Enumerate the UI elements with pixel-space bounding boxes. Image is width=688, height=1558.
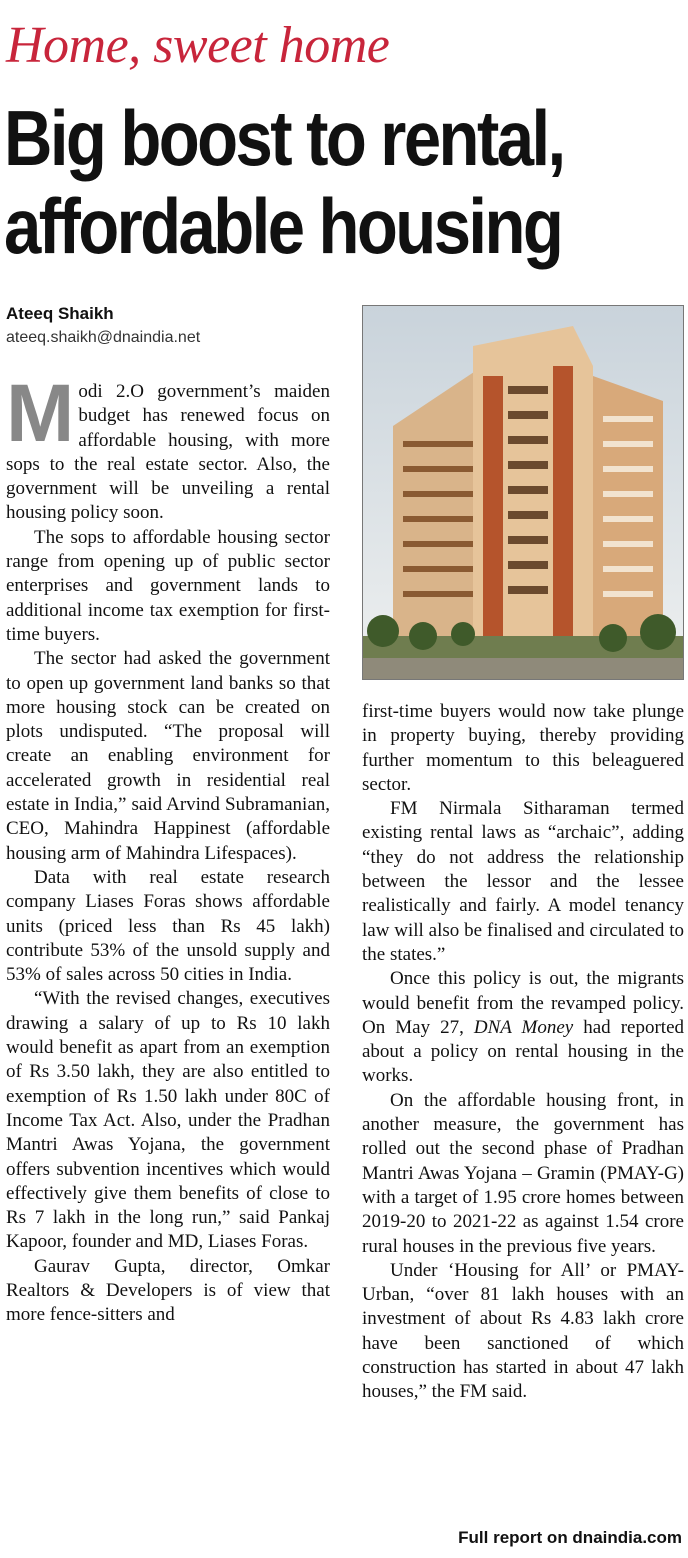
paragraph-r2: FM Nirmala Sitharaman termed existing rental laws as “archaic”, adding “they do not address the relationship between the lessor and the lessee realistically and fairly. A model tenancy law will also be finalised and circulated to the states.” — [362, 798, 684, 965]
headline-line-1: Big boost to rental, — [4, 94, 564, 182]
paragraph-r3 — [362, 967, 684, 1088]
paragraph-r3-end: had reported about a policy on rental housing in the works. — [362, 1016, 684, 1087]
paragraph-1 — [6, 368, 330, 526]
article-column-right — [362, 700, 684, 1405]
byline-author: Ateeq Shaikh — [6, 304, 114, 323]
section-kicker: Home, sweet home — [6, 17, 390, 74]
byline-email: ateeq.shaikh@dnaindia.net — [6, 329, 201, 346]
drop-cap: M — [6, 368, 75, 459]
paragraph-r3-text: Once this policy is out, the migrants would benefit from the revamped policy. On May 27, — [362, 968, 684, 1038]
headline-line-2: affordable housing — [4, 182, 562, 270]
paragraph-r5: Under ‘Housing for All’ or PMAY-Urban, “over 81 lakh houses with an investment of about Rs 4.83 lakh crore have been sanctioned of which construction has started in about 47 lakh houses,” the FM said. — [362, 1259, 684, 1403]
article-column-left — [6, 368, 330, 1328]
paragraph-1-text: odi 2.O government’s maiden budget has renewed focus on affordable housing, with more sops to the real estate sector. Also, the government will be unveiling a rental housing policy soon. — [6, 381, 330, 524]
full-report-link[interactable]: Full report on dnaindia.com — [458, 1528, 682, 1547]
paragraph-r1: first-time buyers would now take plunge in property buying, thereby providing further momentum to this beleaguered sector. — [362, 701, 684, 795]
paragraph-4: Data with real estate research company Liases Foras shows affordable units (priced less than Rs 45 lakh) contribute 53% of the unsold supply and 53% of sales across 50 cities in India. — [6, 866, 330, 986]
paragraph-r4: On the affordable housing front, in another measure, the government has rolled out the second phase of Pradhan Mantri Awas Yojana – Gramin (PMAY-G) with a target of 1.95 crore homes between 2019-20 to 2021-22 as against 1.54 crore rural houses in the previous five years. — [362, 1089, 684, 1257]
paragraph-2: The sops to affordable housing sector range from opening up of public sector enterprises and government lands to additional income tax exemption for first-time buyers. — [6, 526, 330, 645]
paragraph-6: Gaurav Gupta, director, Omkar Realtors & Developers is of view that more fence-sitters and — [6, 1255, 330, 1326]
building-photo — [362, 305, 684, 680]
publication-name: DNA Money — [473, 1016, 574, 1038]
paragraph-3: The sector had asked the government to open up government land banks so that more housing stock can be created on plots undisputed. “The proposal will create an enabling environment for accelerated growth in residential real estate in India,” said Arvind Subramanian, CEO, Mahindra Happinest (affordable housing arm of Mahindra Lifespaces). — [6, 648, 330, 864]
paragraph-5: “With the revised changes, executives drawing a salary of up to Rs 10 lakh would benefit as apart from an exemption of Rs 3.50 lakh, they are also entitled to exemption of Rs 1.50 lakh under 80C of Income Tax Act. Also, under the Pradhan Mantri Awas Yojana, the government offers subvention incentives which would effectively give them benefits of close to Rs 7 lakh in the long run,” said Pankaj Kapoor, founder and MD, Liases Foras. — [6, 988, 330, 1253]
building-illustration — [363, 306, 683, 679]
headline — [4, 94, 589, 270]
